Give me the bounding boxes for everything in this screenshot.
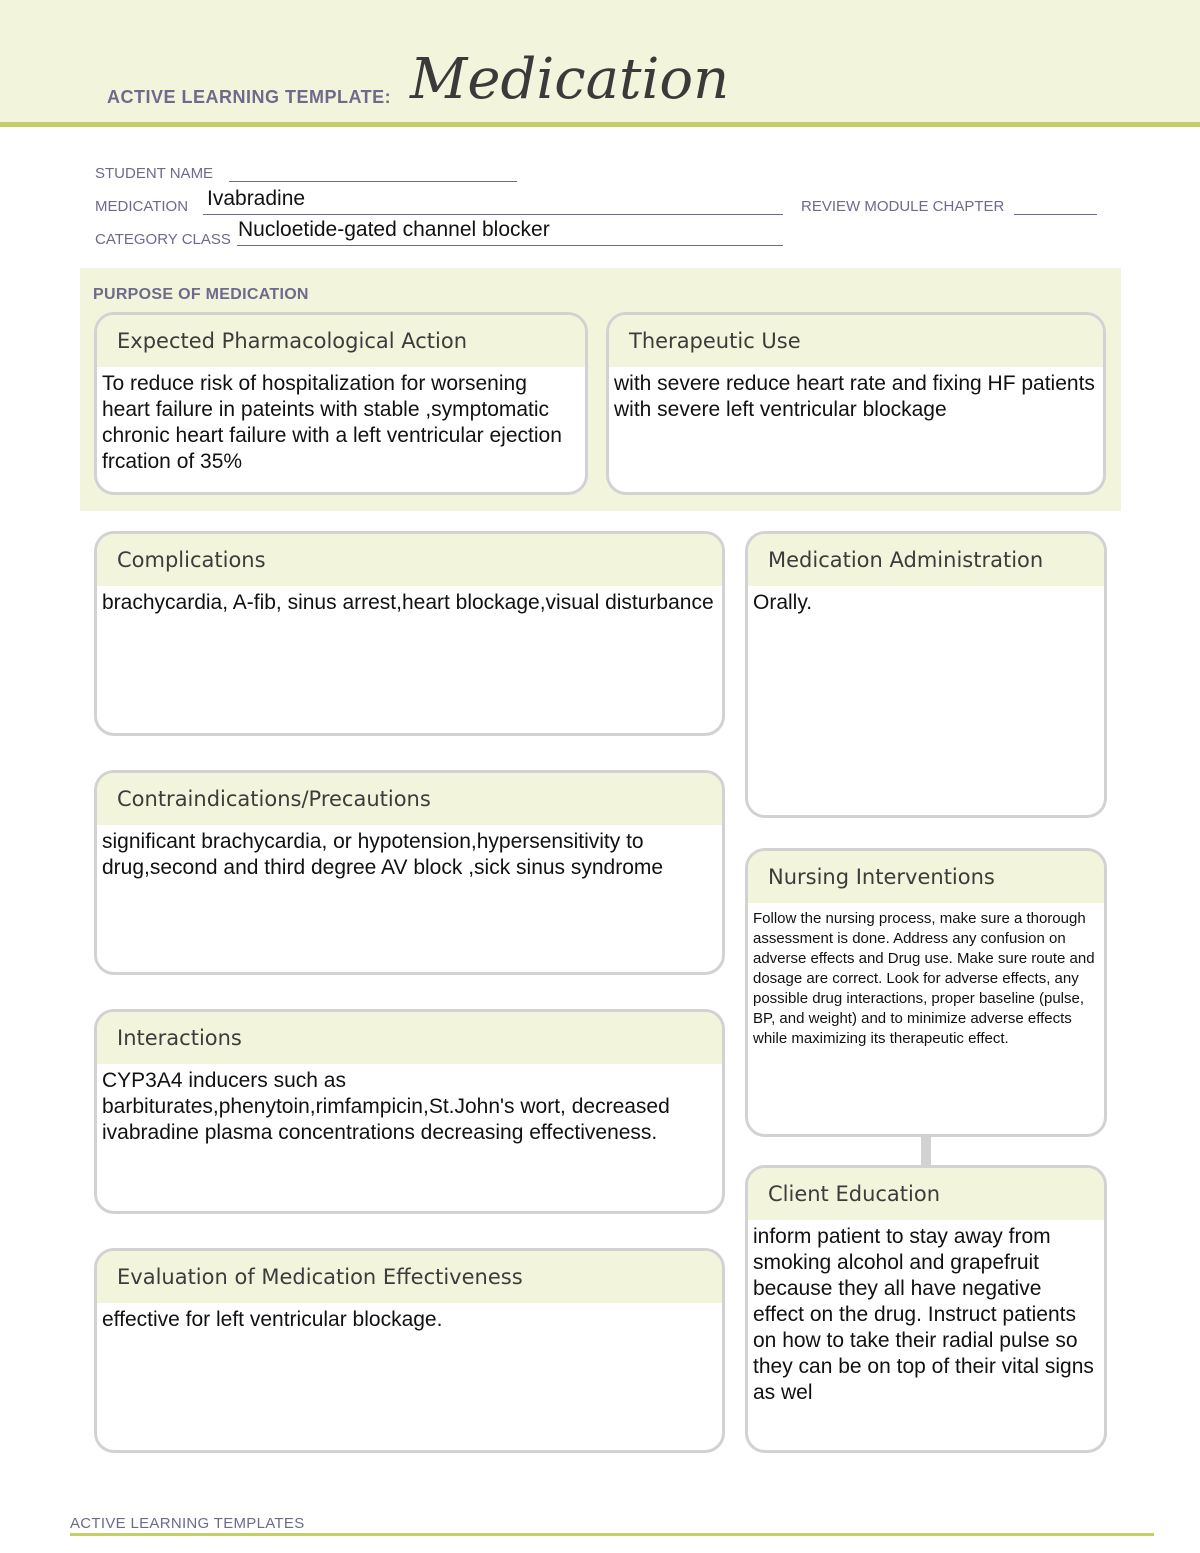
complications-box [94,531,725,736]
expected-action-text[interactable]: To reduce risk of hospitalization for worsening heart failure in pateints with stable ,symptomatic chronic heart failure with a left ventricular ejection frcation of 35% [102,372,562,473]
medication-label: MEDICATION [95,198,189,215]
student-name-label: STUDENT NAME [95,165,214,182]
administration-title: Medication Administration [748,534,1104,586]
nursing-interventions-text[interactable]: Follow the nursing process, make sure a thorough assessment is done. Address any confusion on adverse effects and Drug use. Make sure route and dosage are correct. Look for adverse effects, any possible drug interactions, proper baseline (pulse, BP, and weight) and to minimize adverse effects while maximizing its therapeutic effect. [753,910,1095,1047]
administration-text[interactable]: Orally. [753,591,813,614]
complications-text[interactable]: brachycardia, A-fib, sinus arrest,heart blockage,visual disturbance [102,591,714,614]
page-title: Medication [410,47,730,112]
template-label: ACTIVE LEARNING TEMPLATE: [107,87,392,107]
interactions-text[interactable]: CYP3A4 inducers such as barbiturates,phenytoin,rimfampicin,St.John's wort, decreased ivabradine plasma concentrations decreasing effectiveness. [102,1069,670,1144]
contraindications-title: Contraindications/Precautions [97,773,722,825]
category-field-line [237,245,783,246]
student-name-field[interactable] [229,181,517,182]
medication-field-line [203,214,783,215]
footer-label: ACTIVE LEARNING TEMPLATES [70,1515,305,1532]
expected-action-box [94,312,588,495]
evaluation-title: Evaluation of Medication Effectiveness [97,1251,722,1303]
footer-rule [70,1533,1154,1536]
client-education-title: Client Education [748,1168,1104,1220]
therapeutic-use-box [606,312,1106,495]
evaluation-box [94,1248,725,1453]
therapeutic-use-text[interactable]: with severe reduce heart rate and fixing HF patients with severe left ventricular blockage [614,372,1095,421]
medication-field[interactable]: Ivabradine [207,187,306,210]
connector-bar [921,1135,931,1167]
nursing-interventions-box [745,848,1107,1137]
review-module-field[interactable] [1014,214,1097,215]
expected-action-title: Expected Pharmacological Action [97,315,585,367]
evaluation-text[interactable]: effective for left ventricular blockage. [102,1308,443,1331]
client-education-text[interactable]: inform patient to stay away from smoking alcohol and grapefruit because they all have negative effect on the drug. Instruct patients on how to take their radial pulse so they can be on top of their vital signs as wel [753,1225,1094,1404]
interactions-box [94,1009,725,1214]
review-module-label: REVIEW MODULE CHAPTER [801,198,1005,215]
interactions-title: Interactions [97,1012,722,1064]
category-class-label: CATEGORY CLASS [95,231,231,248]
administration-box [745,531,1107,818]
client-education-box [745,1165,1107,1453]
header-rule [0,122,1200,127]
contraindications-box [94,770,725,975]
nursing-interventions-title: Nursing Interventions [748,851,1104,903]
therapeutic-use-title: Therapeutic Use [609,315,1103,367]
contraindications-text[interactable]: significant brachycardia, or hypotension,hypersensitivity to drug,second and third degree AV block ,sick sinus syndrome [102,830,664,879]
complications-title: Complications [97,534,722,586]
purpose-label: PURPOSE OF MEDICATION [93,286,309,303]
category-class-field[interactable]: Nucloetide-gated channel blocker [238,218,550,241]
